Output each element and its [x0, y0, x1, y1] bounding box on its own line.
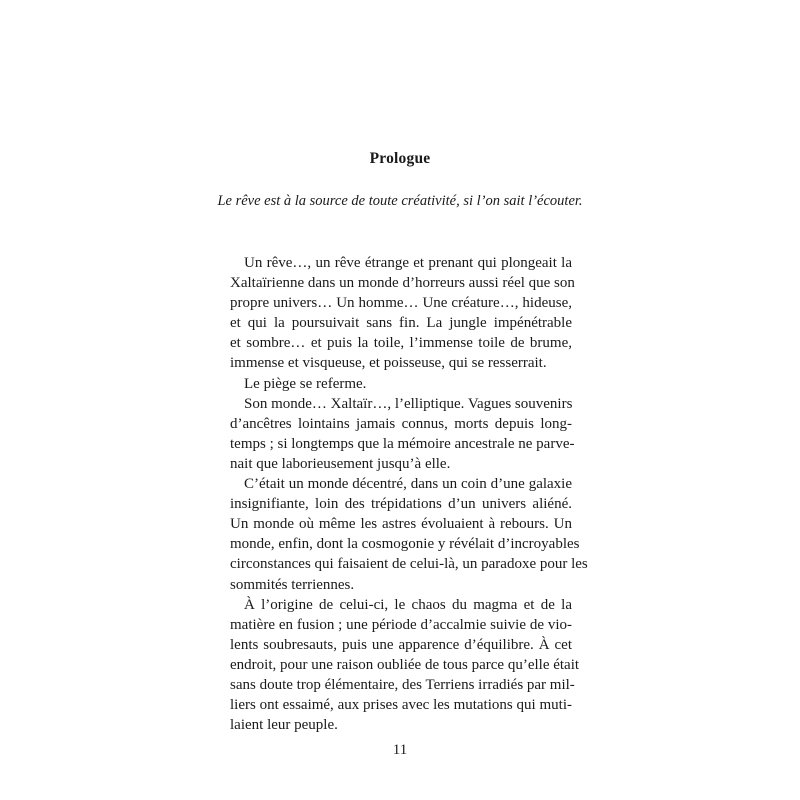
text-line: nait que laborieusement jusqu’à elle. — [230, 455, 451, 472]
text-line: C’était un monde décentré, dans un coin d’une galaxie — [244, 476, 572, 493]
text-line: Son monde… Xaltaïr…, l’elliptique. Vagues souvenirs — [244, 395, 573, 412]
text-line: propre univers… Un homme… Une créature…, hideuse, — [230, 295, 572, 312]
text-line: sommités terriennes. — [230, 576, 355, 593]
text-line: d’ancêtres lointains jamais connus, morts depuis long- — [230, 415, 572, 432]
text-line: temps ; si longtemps que la mémoire ancestrale ne parve- — [230, 435, 575, 452]
text-line: Xaltaïrienne dans un monde d’horreurs aussi réel que son — [230, 275, 575, 292]
chapter-title: Prologue — [369, 150, 431, 167]
text-line: liers ont essaimé, aux prises avec les mutations qui muti- — [230, 697, 572, 714]
text-line: endroit, pour une raison oubliée de tous parce qu’elle était — [230, 656, 580, 673]
prologue-body — [230, 253, 588, 735]
text-line: monde, enfin, dont la cosmogonie y révélait d’incroyables — [230, 536, 580, 553]
text-line: insignifiante, loin des trépidations d’un univers aliéné. — [230, 496, 572, 513]
text-line: matière en fusion ; une période d’accalmie suivie de vio- — [230, 616, 572, 633]
epigraph: Le rêve est à la source de toute créativité, si l’on sait l’écouter. — [217, 193, 583, 209]
text-line: lents soubresauts, puis une apparence d’équilibre. À cet — [230, 636, 572, 653]
text-line: laient leur peuple. — [230, 717, 338, 734]
text-line: À l’origine de celui-ci, le chaos du magma et de la — [244, 596, 572, 613]
page-number: 11 — [392, 742, 408, 758]
text-line: sans doute trop élémentaire, des Terriens irradiés par mil- — [230, 676, 575, 693]
text-line: Le piège se referme. — [244, 375, 367, 392]
text-line: immense et visqueuse, et poisseuse, qui se resserrait. — [230, 355, 547, 372]
text-line: circonstances qui faisaient de celui-là, un paradoxe pour les — [230, 556, 588, 573]
text-line: et sombre… et puis la toile, l’immense toile de brume, — [230, 335, 572, 352]
text-line: Un rêve…, un rêve étrange et prenant qui plongeait la — [244, 255, 572, 271]
text-line: et qui la poursuivait sans fin. La jungle impénétrable — [230, 315, 572, 332]
text-line: Un monde où même les astres évoluaient à rebours. Un — [230, 516, 572, 533]
